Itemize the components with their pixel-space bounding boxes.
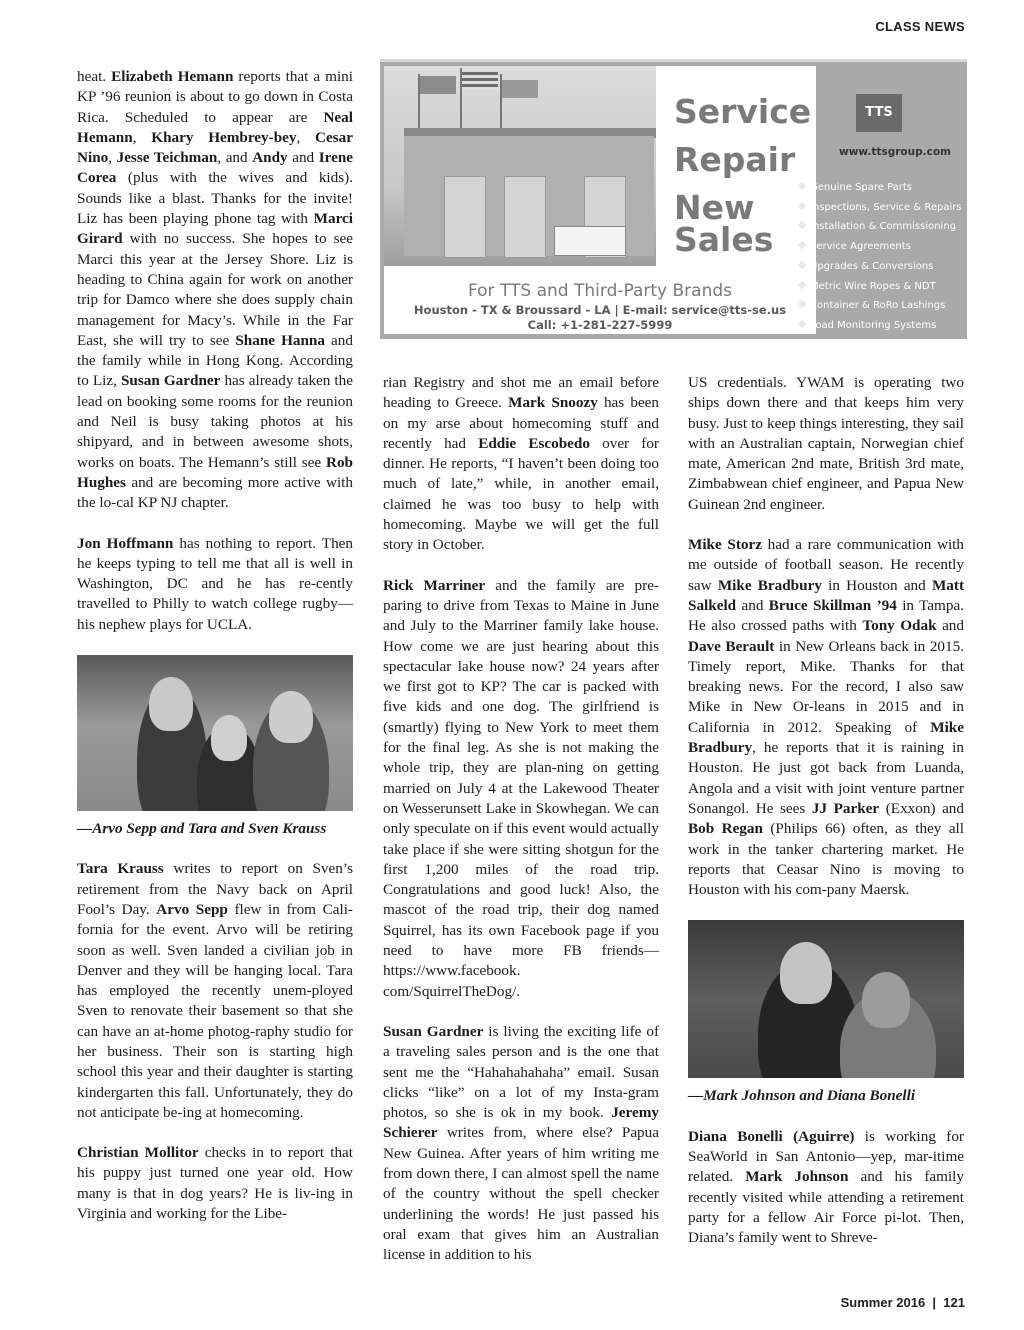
person-name: Mike Bradbury [717, 576, 822, 594]
paragraph-text: is living the exciting life of a traveling sales person and is the one that sent me the “Hahahahahaha” email. Susan clicks “like” on a lot of my Insta-gram photos, so she is ok in my book. [383, 1022, 659, 1122]
flag-icon [502, 80, 538, 98]
column-2-text [383, 373, 659, 1265]
paragraph-text: checks in to report that his puppy just turned one year old. How many is that in dog years? He is liv-ing in Virginia and working for the Libe- [77, 1144, 353, 1223]
paragraph-text: , [132, 128, 152, 146]
paragraph-text: (Philips 66) often, as they all work in the tanker chartering market. He reports that Ceasar Nino is moving to Houston with his com-pany Maersk. [688, 820, 964, 899]
paragraph-text: , [296, 128, 316, 146]
person-name: Mark Snoozy [508, 394, 598, 412]
ad-services-list [798, 178, 962, 336]
flag-icon [420, 76, 456, 94]
paragraph-text: in Tampa. He also crossed paths with [688, 596, 964, 635]
person-face [862, 972, 910, 1028]
article-paragraph [77, 1143, 353, 1224]
paragraph-text: had a rare communication with me outside of football season. He recently saw [688, 536, 964, 594]
person-name: Arvo Sepp [156, 900, 228, 918]
paragraph-text: , he reports that it is raining in Houston. He just got back from Luanda, Angola and a visit with joint venture partner Sonangol. He sees [688, 739, 964, 817]
paragraph-text: and [287, 149, 319, 167]
footer-separator: | [932, 1295, 937, 1310]
paragraph-text: (Exxon) and [879, 799, 964, 817]
person-name: Matt Salkeld [688, 576, 964, 614]
ad-contact-phone[interactable]: Call: +1-281-227-5999 [527, 318, 673, 332]
paragraph-text: writes to report on Sven’s retirement from the Navy back on April Fool’s Day. [77, 860, 353, 918]
ad-headline-service: Service [674, 92, 812, 131]
diamond-bullet-icon [798, 182, 806, 190]
paragraph-text: and his family recently visited while attending a retirement party for a fellow Air Force pi-lot. Then, Diana’s family went to Shreve- [688, 1168, 964, 1247]
person-name: Bruce Skillman ’94 [768, 596, 897, 614]
paragraph-text: has nothing to report. Then he keeps typing to tell me that all is well in Washington, DC and he has re-cently travelled to Philly to watch college rugby—his nephew plays for UCLA. [77, 534, 353, 633]
person-name: Mark Johnson [745, 1168, 849, 1186]
article-paragraph [688, 1127, 964, 1249]
diamond-bullet-icon [798, 221, 806, 229]
person-name: Jeremy Schierer [383, 1104, 659, 1142]
article-paragraph [383, 576, 659, 1002]
person-name: Mike Storz [688, 536, 762, 554]
ad-for-line: For TTS and Third-Party Brands [467, 281, 733, 301]
article-paragraph [77, 67, 353, 514]
diamond-bullet-icon [798, 320, 806, 328]
paragraph-text: writes from, where else? Papua New Guinea. After years of him writing me from down there, I can almost spell the name of the country without the spell checker underlining the words! He just passed his oral exam that gives him an Australian license in addition to his [383, 1124, 659, 1264]
person-name: Marci Girard [77, 210, 353, 248]
paragraph-text: with no success. She hopes to see Marci this year at the Jersey Shore. Liz is heading to China again for work on another trip for Damco where she does supply chain management for Macy’s. While in the Far East, she will try to see [77, 230, 353, 349]
paragraph-text: reports that a mini KP ’96 reunion is about to go down in Costa Rica. Scheduled to appear are [77, 68, 353, 126]
tts-logo: TTS [856, 94, 902, 132]
paragraph-text: is working for SeaWorld in San Antonio—yep, mar-itime related. [688, 1127, 964, 1186]
person-name: JJ Parker [811, 799, 880, 817]
paragraph-text: in New Orleans back in 2015. Timely report, Mike. Thanks for that breaking news. For the record, I also saw Mike in New Or-leans in 2015 and in California in 2012. Speaking of [688, 637, 964, 736]
column-3-text-top [688, 373, 964, 900]
tts-advertisement[interactable] [380, 59, 967, 339]
service-item: Metric Wire Ropes & NDT [798, 277, 962, 297]
photo-caption: —Arvo Sepp and Tara and Sven Krauss [77, 820, 327, 838]
column-1-text-bottom [77, 859, 353, 1224]
service-item: Inspections, Service & Repairs [798, 198, 962, 218]
ad-main-panel [384, 66, 816, 334]
article-paragraph [383, 373, 659, 556]
service-truck [554, 226, 626, 256]
photo-arvo-tara-sven [77, 655, 353, 811]
paragraph-text: heat. [77, 68, 112, 85]
article-paragraph [77, 859, 353, 1123]
person-name: Khary Hembrey-bey [151, 128, 297, 146]
paragraph-text: flew in from Cali-fornia for the event. Arvo will be retiring soon as well. Sven landed a civilian job in Denver and they will be hanging local. Tara has employed the recently unem-ployed Sven to renovate their basement so that she can have an at-home photog-raphy studio for her business. Their son is starting high school this year and their daughter is starting kindergarten this fall. Unfortunately, they do not anticipate be-ing at homecoming. [77, 900, 353, 1121]
ad-headline-sales: Sales [674, 220, 774, 259]
paragraph-text: (plus with the wives and kids). Sounds like a blast. Thanks for the invite! Liz has been playing phone tag with [77, 169, 353, 228]
person-name: Tony Odak [862, 617, 937, 635]
paragraph-text: and [736, 596, 769, 614]
person-name: Irene Corea [77, 149, 354, 187]
photo-mark-diana [688, 920, 964, 1078]
person-name: Christian Mollitor [77, 1144, 199, 1162]
paragraph-text: , [108, 149, 117, 167]
person-name: Cesar Nino [77, 128, 353, 167]
paragraph-text: and the family are pre-paring to drive from Texas to Maine in June and July to the Marriner family lake house. How come we are just hearing about this spectacular lake house now? 24 years after we first got to KP? The car is packed with five kids and one dog. The girlfriend is (smartly) flying to New York to meet them for the final leg. As she is not making the whole trip, they are plan-ning on getting married on July 4 at the Lakewood Theater on Wesserunsett Lake in Skowhegan. We can only speculate on if this event would actually take place if she were sitting shotgun for the first 1,200 miles of the road trip. Congratulations and good luck! Also, the mascot of the road trip, their dog named Squirrel, has its own Facebook page if you need to have more FB friends—https://www.facebook. com/SquirrelTheDog/. [383, 576, 659, 1000]
paragraph-text: and [936, 617, 964, 635]
service-item: Upgrades & Conversions [798, 257, 962, 277]
page-number: 121 [943, 1295, 965, 1310]
paragraph-text: over for dinner. He reports, “I haven’t been doing too much of late,” while, in another email, claimed he was too busy to help with homecoming. Maybe we will get the full story in October. [383, 434, 659, 554]
service-item: Service Agreements [798, 237, 962, 257]
photo-caption: —Mark Johnson and Diana Bonelli [688, 1087, 916, 1105]
ad-building-photo [384, 66, 656, 266]
column-3-text-bottom [688, 1127, 964, 1249]
diamond-bullet-icon [798, 261, 806, 269]
article-paragraph [688, 535, 964, 900]
paragraph-text: has already taken the lead on booking some rooms for the reunion and Neil is busy taking photos at his shipyard, and in between awesome shots, works on boats. The Hemann’s still see [77, 372, 353, 471]
page-footer [841, 1295, 965, 1310]
person-name: Eddie Escobedo [478, 434, 590, 452]
service-item: Container & RoRo Lashings [798, 296, 962, 316]
column-2 [383, 373, 659, 1285]
ad-headline-new: New [674, 188, 755, 227]
person-face [211, 715, 247, 761]
paragraph-text: and are becoming more active with the lo-cal KP NJ chapter. [77, 473, 353, 512]
ad-headline-repair: Repair [674, 140, 796, 179]
person-name: Mike Bradbury [688, 718, 964, 757]
person-name: Diana Bonelli (Aguirre) [688, 1127, 855, 1145]
person-face [149, 677, 193, 731]
person-face [780, 942, 832, 1004]
person-name: Rob Hughes [77, 453, 353, 491]
person-name: Bob Regan [688, 820, 763, 838]
diamond-bullet-icon [798, 241, 806, 249]
ad-contact-email[interactable]: Houston - TX & Broussard - LA | E-mail: service@tts-se.us [413, 303, 787, 317]
service-item: Genuine Spare Parts [798, 178, 962, 198]
person-name: Susan Gardner [383, 1022, 484, 1040]
diamond-bullet-icon [798, 300, 806, 308]
paragraph-text: has been on my arse about homecoming stuff and recently had [383, 394, 659, 452]
ad-side-panel [810, 62, 964, 339]
article-paragraph [383, 1022, 659, 1266]
service-item: Installation & Commissioning [798, 217, 962, 237]
paragraph-text: in Houston and [821, 576, 932, 594]
person-face [269, 691, 313, 743]
diamond-bullet-icon [798, 280, 806, 288]
person-name: Shane Hanna [235, 331, 325, 349]
paragraph-text: US credentials. YWAM is operating two ships down there and that keeps him very busy. Just to keep things interesting, they sail with an Australian captain, Norwegian chief mate, American 2nd mate, British 3rd mate, Zimbabwean chief engineer, and Papua New Guinean 2nd engineer. [688, 374, 964, 513]
column-1 [77, 67, 353, 1244]
paragraph-text: rian Registry and shot me an email before heading to Greece. [383, 374, 659, 412]
person-name: Jesse Teichman [116, 149, 218, 167]
column-3 [688, 373, 964, 1269]
person-name: Jon Hoffmann [77, 534, 174, 552]
article-paragraph [77, 534, 353, 635]
person-name: Neal Hemann [77, 108, 353, 146]
paragraph-text: and the family while in Hong Kong. According to Liz, [77, 331, 353, 390]
article-paragraph [688, 373, 964, 515]
person-name: Tara Krauss [77, 860, 164, 878]
diamond-bullet-icon [798, 201, 806, 209]
section-header: CLASS NEWS [875, 19, 965, 34]
flag-icon [462, 72, 498, 90]
person-name: Susan Gardner [120, 372, 221, 390]
person-name: Rick Marriner [383, 576, 486, 594]
issue-label: Summer 2016 [840, 1295, 926, 1310]
column-1-text-top [77, 67, 353, 635]
person-name: Dave Berault [688, 637, 775, 655]
paragraph-text: , and [217, 149, 253, 167]
person-name: Elizabeth Hemann [111, 68, 234, 85]
ad-url-link[interactable]: www.ttsgroup.com [839, 146, 951, 158]
service-item: Load Monitoring Systems [798, 316, 962, 336]
person-name: Andy [252, 149, 288, 167]
